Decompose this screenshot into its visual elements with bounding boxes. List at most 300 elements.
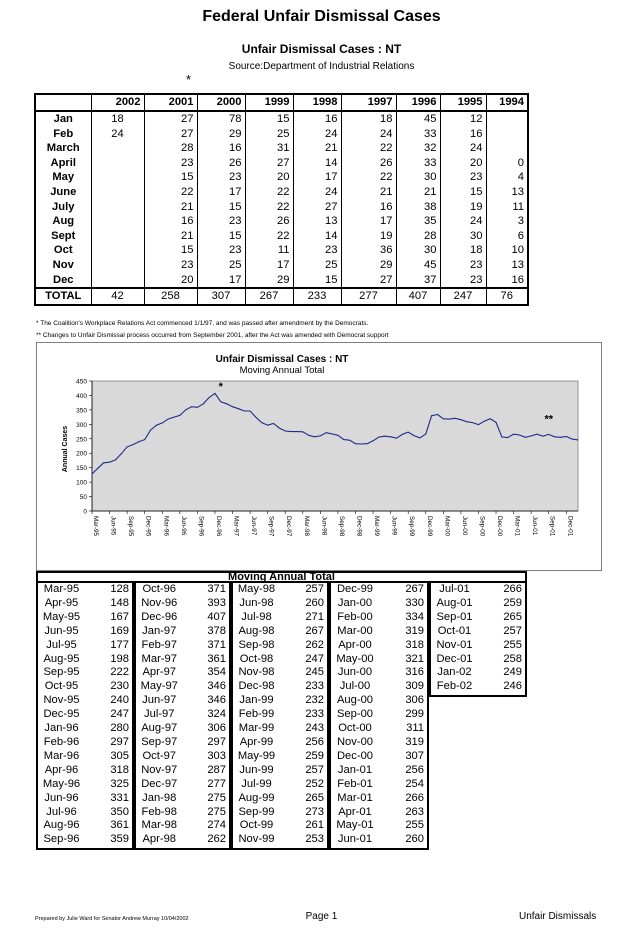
data-point [115,459,116,460]
year-header-1999: 1999 [245,94,293,111]
month-label: Jul-98 [241,610,272,623]
month-label: Nov-98 [238,666,275,679]
mat-value: 255 [405,819,424,832]
mat-value: 263 [405,805,424,818]
total-cell: 267 [245,288,293,305]
table-cell [486,111,528,127]
table-row [233,583,327,597]
footnote-1: * The Coalition's Workplace Relations Act commenced 1/1/97, and was passed after amendment by the Democrats. [36,320,369,327]
month-label: Feb-99 [238,708,275,721]
data-point [214,393,215,394]
data-point [378,437,379,438]
data-point [250,411,251,412]
data-point [173,417,174,418]
table-row [431,680,525,694]
total-cell: 42 [91,288,144,305]
mat-value: 257 [305,763,324,776]
table-row [331,625,427,639]
table-row [35,273,528,289]
table-cell: 26 [197,156,245,171]
month-label: Dec-95 [43,708,80,721]
mat-value: 393 [207,596,226,609]
footer-page-number: Page 1 [305,911,338,922]
data-point [542,436,543,437]
year-header-1997: 1997 [341,94,396,111]
table-row [38,819,132,833]
data-point [97,468,98,469]
table-row [136,597,229,611]
mat-value: 230 [110,680,129,693]
data-point [560,437,561,438]
month-label: Sep-00 [336,708,374,721]
month-label: May-95 [42,610,81,623]
month-label: Jun-00 [337,666,373,679]
mat-value: 258 [503,652,522,665]
data-point [554,436,555,437]
table-cell: 36 [341,243,396,258]
data-point [121,453,122,454]
table-row [38,597,132,611]
total-cell: 407 [396,288,440,305]
month-label: Aug [52,215,75,228]
table-row [331,833,427,847]
table-cell: 17 [197,273,245,289]
table-cell: 19 [440,200,486,215]
month-label: Feb-02 [436,680,473,693]
table-cell [486,141,528,156]
y-tick-label: 150 [76,465,87,473]
month-label: Jan-98 [142,791,177,804]
mat-value: 198 [110,652,129,665]
table-row [38,639,132,653]
table-row [431,625,525,639]
table-row [431,597,525,611]
month-label: Jul-97 [144,708,175,721]
month-label: Mar-00 [337,624,373,637]
mat-value: 334 [405,610,424,623]
mat-value: 167 [110,610,129,623]
month-label: May-01 [336,819,374,832]
table-row [35,200,528,215]
x-tick-label: Jun-97 [250,516,258,536]
table-cell: 37 [396,273,440,289]
x-tick-label: Sep-98 [337,516,345,537]
table-cell: 23 [440,258,486,273]
table-row [35,229,528,244]
table-row [431,583,525,597]
data-point [185,409,186,410]
table-row [136,778,229,792]
table-row [431,653,525,667]
table-cell [91,258,144,273]
table-row [431,639,525,653]
total-cell: 247 [440,288,486,305]
month-label: Jun-96 [44,791,79,804]
mat-value: 249 [503,666,522,679]
mat-value: 275 [207,791,226,804]
month-label: Nov [52,258,74,271]
month-label: May-00 [336,652,374,665]
total-cell: 277 [341,288,396,305]
month-label: Dec-01 [436,652,473,665]
mat-value: 297 [207,735,226,748]
y-tick-label: 350 [76,407,87,415]
total-cell: 258 [144,288,197,305]
table-cell: 15 [245,111,293,127]
x-tick-label: Mar-96 [162,516,170,536]
data-point [537,434,538,435]
month-label: Nov-00 [336,735,374,748]
table-row [331,792,427,806]
mat-value: 321 [405,652,424,665]
mat-value: 261 [305,819,324,832]
moving-annual-total-chart [37,343,601,570]
table-row [38,764,132,778]
mat-value: 277 [207,777,226,790]
data-point [496,422,497,423]
table-cell: 18 [440,243,486,258]
data-point [443,418,444,419]
data-point [291,431,292,432]
mat-value: 232 [305,694,324,707]
data-point [349,440,350,441]
table-row [38,680,132,694]
table-cell [91,243,144,258]
table-cell: 17 [293,170,341,185]
table-cell: 21 [144,229,197,244]
table-row [233,833,327,847]
data-point [92,474,93,475]
data-point [103,462,104,463]
mat-value: 256 [305,735,324,748]
data-point [478,424,479,425]
mat-value: 243 [305,722,324,735]
table-row [233,778,327,792]
table-cell: 16 [144,214,197,229]
table-cell: 24 [293,185,341,200]
data-point [519,435,520,436]
month-label: Feb-01 [337,777,373,790]
data-point [244,411,245,412]
month-label: Jan-01 [337,763,373,776]
data-point [144,439,145,440]
month-label: Aug-95 [43,652,80,665]
table-row [35,214,528,229]
mat-value: 319 [405,624,424,637]
table-cell: 17 [341,214,396,229]
table-cell: 27 [144,127,197,142]
mat-value: 252 [305,777,324,790]
data-point [320,435,321,436]
data-point [525,437,526,438]
table-row [136,819,229,833]
month-label: Jan-02 [437,666,472,679]
mat-value: 299 [405,708,424,721]
month-label: May-98 [237,583,276,595]
table-cell: 18 [91,111,144,127]
y-tick-label: 50 [79,494,87,502]
mat-value: 253 [305,833,324,846]
month-label: Dec-99 [336,583,374,595]
month-label: Mar-97 [141,652,177,665]
table-row [136,722,229,736]
data-point [314,436,315,437]
mat-value: 309 [405,680,424,693]
data-point [285,430,286,431]
data-point [232,406,233,407]
moving-annual-total-table [36,571,527,857]
table-row [233,653,327,667]
table-row [233,764,327,778]
mat-value: 255 [503,638,522,651]
table-row [136,750,229,764]
table-cell: 24 [440,214,486,229]
mat-value: 260 [405,833,424,846]
table-row [136,611,229,625]
month-label: Sep-99 [238,805,275,818]
table-row [38,625,132,639]
mat-value: 318 [110,763,129,776]
table-cell: 27 [341,273,396,289]
total-cell: 76 [486,288,528,305]
data-point [302,431,303,432]
table-cell [91,229,144,244]
data-point [203,403,204,404]
table-cell: 23 [197,243,245,258]
table-row [38,792,132,806]
month-label: Oct-95 [44,680,79,693]
table-cell: 24 [341,127,396,142]
table-cell: 29 [245,273,293,289]
table-cell: 21 [341,185,396,200]
table-cell: 32 [396,141,440,156]
table-row [233,722,327,736]
month-label: Jan-96 [44,722,79,735]
data-point [472,422,473,423]
data-point [332,433,333,434]
table-row [38,750,132,764]
table-row [233,611,327,625]
table-cell: 27 [293,200,341,215]
table-cell: 23 [144,258,197,273]
chart-annotation: ** [544,413,554,426]
x-tick-label: Dec-98 [355,516,363,537]
year-header-1996: 1996 [396,94,440,111]
mat-value: 316 [405,666,424,679]
month-label: Jul-95 [46,638,77,651]
table-row [35,111,528,127]
month-label: Oct-97 [142,749,177,762]
mat-value: 259 [503,596,522,609]
table-row [136,736,229,750]
data-point [460,419,461,420]
month-label: Jul-01 [439,583,470,595]
yearly-cases-table [34,93,529,306]
table-row [136,680,229,694]
table-cell: 38 [396,200,440,215]
x-tick-label: Dec-00 [496,516,504,537]
table-cell [91,200,144,215]
table-cell: 11 [486,200,528,215]
data-point [255,417,256,418]
mat-value: 222 [110,666,129,679]
month-label: Dec-00 [336,749,374,762]
mat-value: 262 [207,833,226,846]
corner-cell [35,94,91,111]
mat-value: 303 [207,749,226,762]
x-tick-label: Dec-95 [144,516,152,537]
data-point [127,446,128,447]
table-row [136,583,229,597]
month-label: Apr-95 [44,596,79,609]
mat-value: 318 [405,638,424,651]
data-point [168,419,169,420]
table-row [233,708,327,722]
mat-value: 407 [207,610,226,623]
table-cell [91,156,144,171]
x-tick-label: Jun-98 [320,516,328,536]
data-point [548,434,549,435]
data-point [531,435,532,436]
table-row [136,792,229,806]
table-cell: 15 [440,185,486,200]
x-tick-label: Sep-01 [548,516,556,537]
year-header-2001: 2001 [144,94,197,111]
table-cell: 14 [293,156,341,171]
table-row [233,597,327,611]
data-point [437,414,438,415]
data-point [490,418,491,419]
mat-value: 311 [406,722,424,735]
table-cell: 30 [396,243,440,258]
table-cell: 26 [245,214,293,229]
table-row [38,806,132,820]
table-row [136,694,229,708]
data-point [484,421,485,422]
table-cell: 15 [197,229,245,244]
month-label: Nov-96 [141,596,178,609]
month-label: Oct-96 [142,583,177,595]
month-label: Aug-97 [141,722,178,735]
source-line: Source:Department of Industrial Relations [228,61,415,72]
table-row [233,750,327,764]
table-cell: 23 [440,170,486,185]
mat-value: 297 [110,735,129,748]
data-point [367,443,368,444]
month-label: Aug-99 [238,791,275,804]
table-cell: 16 [197,141,245,156]
table-row [431,666,525,680]
mat-value: 233 [305,708,324,721]
mat-value: 346 [207,680,226,693]
table-row [233,666,327,680]
data-point [449,419,450,420]
month-label: Aug-01 [436,596,473,609]
mat-value: 254 [405,777,424,790]
data-point [220,401,221,402]
month-label: Oct [53,244,73,257]
table-row [331,819,427,833]
data-point [267,425,268,426]
table-row [331,653,427,667]
table-cell: 45 [396,111,440,127]
chart-annotation: * [218,380,223,393]
data-point [156,425,157,426]
mat-value: 280 [110,722,129,735]
mat-table-header: Moving Annual Total [36,571,527,583]
y-tick-label: 100 [76,479,87,487]
year-header-2002: 2002 [91,94,144,111]
data-point [191,406,192,407]
table-cell: 23 [144,156,197,171]
month-label: Jan-99 [239,694,274,707]
table-row [136,833,229,847]
x-tick-label: Mar-01 [513,516,521,536]
table-row [38,722,132,736]
month-label: April [50,156,76,169]
table-cell: 24 [91,127,144,142]
month-label: Jul-99 [241,777,272,790]
month-label: Mar-01 [337,791,373,804]
y-tick-label: 450 [76,378,87,386]
data-point [402,434,403,435]
data-point [513,434,514,435]
mat-value: 169 [110,624,129,637]
table-row [136,653,229,667]
table-cell: 33 [396,127,440,142]
x-tick-label: Dec-96 [214,516,222,537]
table-row [331,666,427,680]
table-cell: 27 [245,156,293,171]
table-cell: 45 [396,258,440,273]
table-cell [91,273,144,289]
y-tick-label: 300 [76,421,87,429]
x-tick-label: Sep-00 [478,516,486,537]
data-point [132,444,133,445]
table-cell: 3 [486,214,528,229]
table-cell: 17 [245,258,293,273]
table-cell: 0 [486,156,528,171]
chart-container [36,342,602,571]
x-tick-label: Mar-97 [232,516,240,536]
table-row [331,806,427,820]
month-label: Sep-97 [141,735,178,748]
mat-column-5 [429,583,527,697]
table-cell: 25 [245,127,293,142]
year-header-2000: 2000 [197,94,245,111]
mat-value: 148 [110,596,129,609]
data-point [455,418,456,419]
month-label: May-99 [237,749,276,762]
month-label: Feb-00 [337,610,373,623]
mat-value: 378 [207,624,226,637]
month-label: Oct-98 [239,652,274,665]
table-cell: 24 [440,141,486,156]
month-label: Mar-99 [238,722,275,735]
mat-value: 257 [503,624,522,637]
mat-value: 247 [305,652,324,665]
table-cell: 26 [341,156,396,171]
table-cell: 23 [440,273,486,289]
table-row [136,639,229,653]
data-point [150,430,151,431]
data-point [138,441,139,442]
table-row [233,694,327,708]
mat-value: 273 [305,805,324,818]
mat-value: 240 [110,694,129,707]
x-tick-label: Sep-99 [408,516,416,537]
table-cell: 27 [144,111,197,127]
